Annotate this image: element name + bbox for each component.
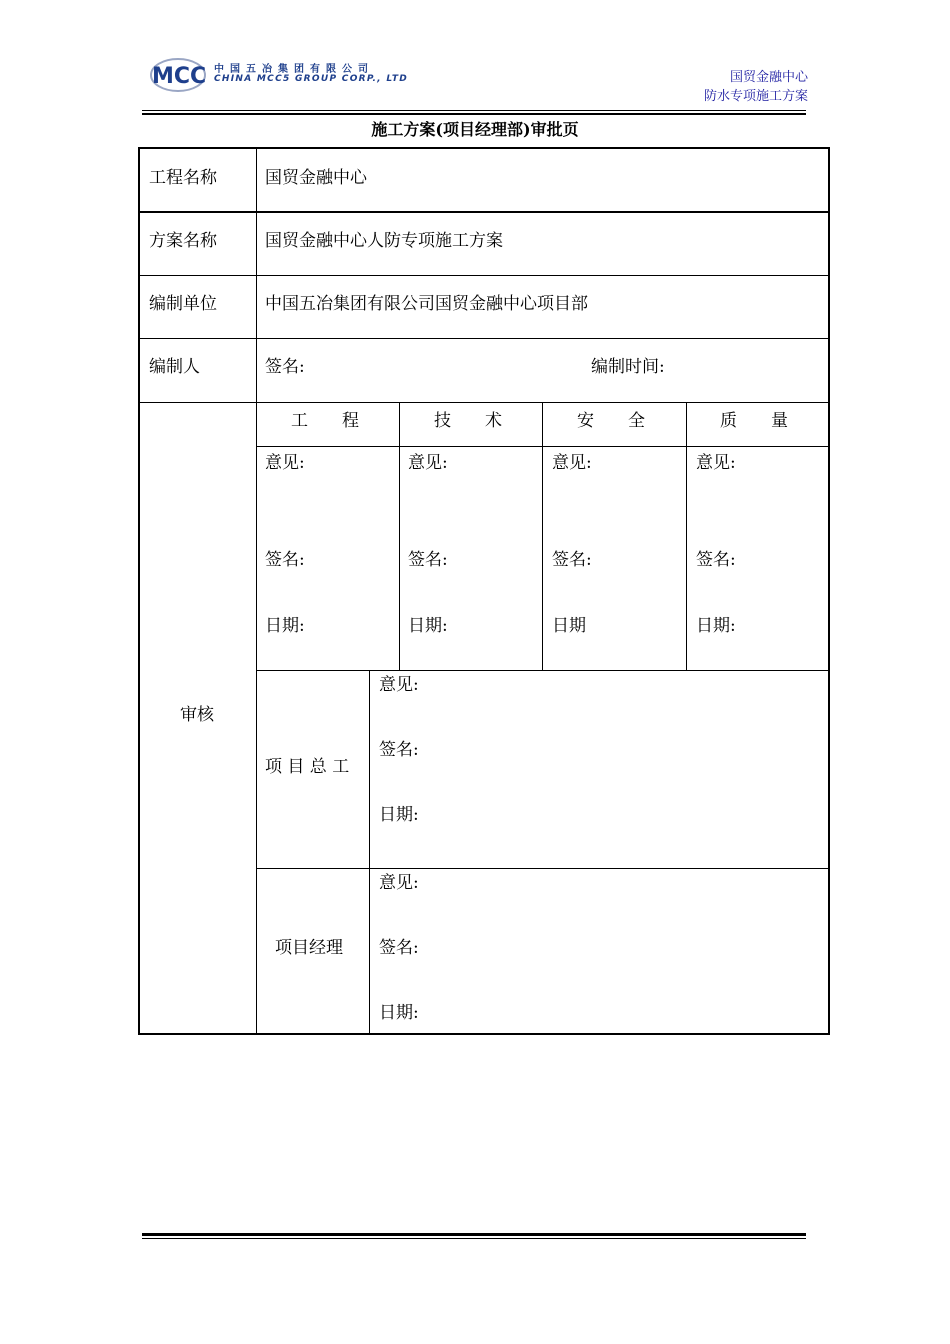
mcc-logo-icon (150, 58, 212, 92)
col-divider (399, 402, 400, 670)
dept-safety-date[interactable]: 日期 (552, 616, 586, 636)
row-divider (140, 338, 830, 339)
dept-quality-date[interactable]: 日期: (696, 616, 736, 636)
logo-mark-text: MCC (152, 64, 207, 89)
author-time-field[interactable]: 编制时间: (591, 357, 665, 377)
unit-label: 编制单位 (149, 294, 217, 314)
dept-safety-sign[interactable]: 签名: (552, 550, 592, 570)
manager-label: 项目经理 (275, 938, 343, 958)
manager-date[interactable]: 日期: (379, 1003, 419, 1023)
header-doc-info (704, 68, 808, 106)
chief-engineer-label: 项 目 总 工 (265, 757, 350, 777)
plan-name-label: 方案名称 (149, 231, 217, 251)
chief-engineer-opinion[interactable]: 意见: (379, 675, 419, 695)
row-divider (256, 446, 830, 447)
dept-safety-header: 安 全 (577, 411, 645, 431)
chief-engineer-sign[interactable]: 签名: (379, 740, 419, 760)
footer-rule-thick (142, 1233, 806, 1236)
project-name-value: 国贸金融中心 (265, 168, 367, 188)
page-title: 施工方案(项目经理部)审批页 (371, 120, 579, 139)
unit-value: 中国五冶集团有限公司国贸金融中心项目部 (265, 294, 588, 314)
author-sign-field[interactable]: 签名: (265, 357, 305, 377)
col-divider (256, 149, 257, 1033)
col-divider (686, 402, 687, 670)
company-logo (150, 56, 420, 96)
dept-quality-sign[interactable]: 签名: (696, 550, 736, 570)
plan-name-value: 国贸金融中心人防专项施工方案 (265, 231, 503, 251)
manager-opinion[interactable]: 意见: (379, 873, 419, 893)
company-name-en: CHINA MCC5 GROUP CORP., LTD (214, 74, 409, 84)
dept-quality-header: 质 量 (720, 411, 788, 431)
dept-technology-sign[interactable]: 签名: (408, 550, 448, 570)
row-divider (256, 868, 830, 869)
project-name-label: 工程名称 (149, 168, 217, 188)
dept-safety-opinion[interactable]: 意见: (552, 453, 592, 473)
header-rule-thick (142, 113, 806, 115)
footer-rule (142, 1238, 806, 1239)
approval-table (138, 147, 830, 1035)
dept-quality-opinion[interactable]: 意见: (696, 453, 736, 473)
row-divider (256, 670, 830, 671)
col-divider (542, 402, 543, 670)
review-label: 审核 (180, 705, 214, 725)
company-name-cn: 中国五冶集团有限公司 (214, 64, 374, 75)
dept-engineering-opinion[interactable]: 意见: (265, 453, 305, 473)
row-divider (140, 402, 830, 403)
dept-engineering-header: 工 程 (291, 411, 359, 431)
header-rule (142, 110, 806, 111)
header-project-name: 国贸金融中心 (729, 70, 808, 85)
chief-engineer-date[interactable]: 日期: (379, 805, 419, 825)
dept-engineering-sign[interactable]: 签名: (265, 550, 305, 570)
manager-sign[interactable]: 签名: (379, 938, 419, 958)
dept-technology-opinion[interactable]: 意见: (408, 453, 448, 473)
dept-engineering-date[interactable]: 日期: (265, 616, 305, 636)
col-divider (369, 670, 370, 1033)
dept-technology-header: 技 术 (434, 411, 502, 431)
row-divider (140, 275, 830, 276)
author-label: 编制人 (149, 357, 200, 377)
row-divider (140, 211, 830, 213)
header-doc-subtitle: 防水专项施工方案 (703, 89, 808, 104)
dept-technology-date[interactable]: 日期: (408, 616, 448, 636)
